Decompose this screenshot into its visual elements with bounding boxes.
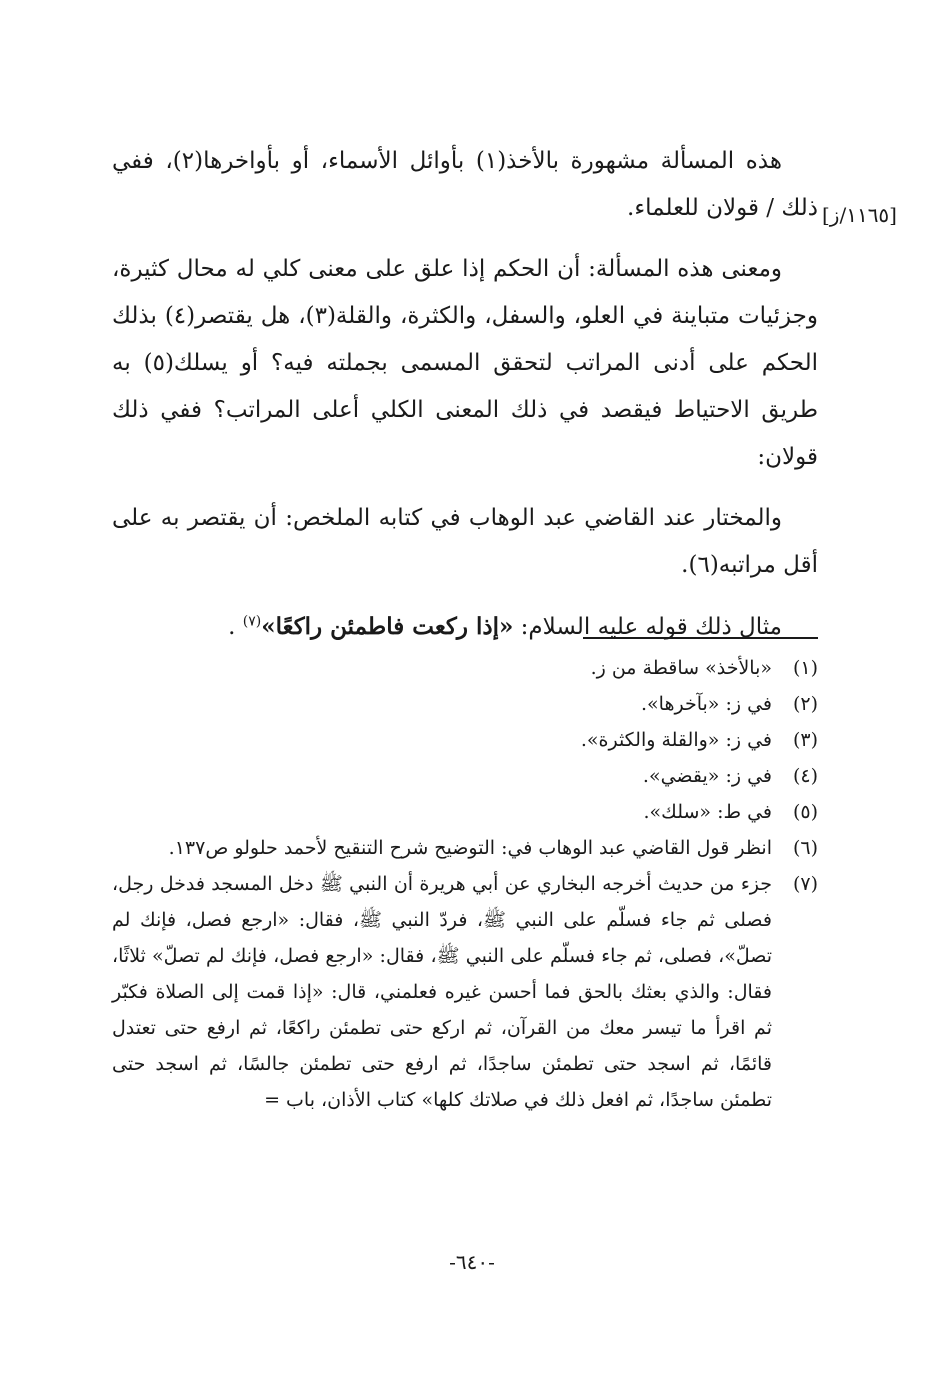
paragraph-2: ومعنى هذه المسألة: أن الحكم إذا علق على معنى كلي له محال كثيرة، وجزئيات متباينة في العلو، والسفل، والكثرة، والقلة(٣)، هل يقتصر(٤) بذلك الحكم على أدنى المراتب لتحقق المسمى بجملته فيه؟ أو يسلك(٥) به طريق الاحتياط فيقصد في ذلك المعنى الكلي أعلى المراتب؟ ففي ذلك قولان:	[112, 256, 818, 470]
footnote	[112, 722, 818, 758]
footnote-number: (٧)	[792, 873, 818, 895]
footnote	[112, 794, 818, 830]
footnote-text: «بالأخذ» ساقطة من ز.	[590, 657, 772, 679]
footnote	[112, 758, 818, 794]
example-intro: مثال ذلك قوله عليه السلام:	[513, 614, 782, 640]
footnote	[112, 650, 818, 686]
page-number: -٦٤٠-	[449, 1250, 495, 1274]
paragraph-3: والمختار عند القاضي عبد الوهاب في كتابه الملخص: أن يقتصر به على أقل مراتبه(٦).	[112, 505, 818, 578]
footnote-number: (١)	[792, 657, 818, 679]
footnote-text: انظر قول القاضي عبد الوهاب في: التوضيح شرح التنقيح لأحمد حلولو ص١٣٧.	[168, 837, 772, 859]
example-end: .	[228, 614, 243, 640]
footnote-number: (٥)	[792, 801, 818, 823]
example-paragraph	[112, 603, 818, 651]
footnote-ref-7: (٧)	[242, 613, 262, 630]
footnote-number: (٦)	[792, 837, 818, 859]
footnote-text: في ز: «بآخرها».	[641, 693, 772, 715]
footnote	[112, 866, 818, 1118]
footnote-text: في ز: «يقضي».	[642, 765, 772, 787]
footnote	[112, 830, 818, 866]
footnote-number: (٣)	[792, 729, 818, 751]
footnotes	[112, 650, 818, 1118]
footnote-text: في ط: «سلك».	[643, 801, 772, 823]
footnote-text: في ز: «والقلة والكثرة».	[580, 729, 772, 751]
footnote-number: (٢)	[792, 693, 818, 715]
margin-manuscript-reference: [١١٦٥/ز]	[822, 203, 897, 227]
footnote-number: (٤)	[792, 765, 818, 787]
main-text	[112, 138, 818, 665]
footnote	[112, 686, 818, 722]
hadith-quote: «إذا ركعت فاطمئن راكعًا»	[261, 613, 514, 640]
footnote-text: جزء من حديث أخرجه البخاري عن أبي هريرة أن النبي ﷺ دخل المسجد فدخل رجل، فصلى ثم جاء فسلّم على النبي ﷺ، فردّ النبي ﷺ، فقال: «ارجع فصل، فإنك لم تصلّ»، فصلى، ثم جاء فسلّم على النبي ﷺ، فقال: «ارجع فصل، فإنك لم تصلّ» ثلاثًا، فقال: والذي بعثك بالحق فما أحسن غيره فعلمني، قال: «إذا قمت إلى الصلاة فكبّر ثم اقرأ ما تيسر معك من القرآن، ثم اركع حتى تطمئن راكعًا، ثم ارفع حتى تعتدل قائمًا، ثم اسجد حتى تطمئن ساجدًا، ثم ارفع حتى تطمئن جالسًا، ثم اسجد حتى تطمئن ساجدًا، ثم افعل ذلك في صلاتك كلها» كتاب الأذان، باب =	[112, 873, 772, 1111]
paragraph-1: هذه المسألة مشهورة بالأخذ(١) بأوائل الأسماء، أو بأواخرها(٢)، ففي ذلك / قولان للعلماء.	[112, 148, 818, 221]
footnote-separator	[583, 637, 818, 639]
